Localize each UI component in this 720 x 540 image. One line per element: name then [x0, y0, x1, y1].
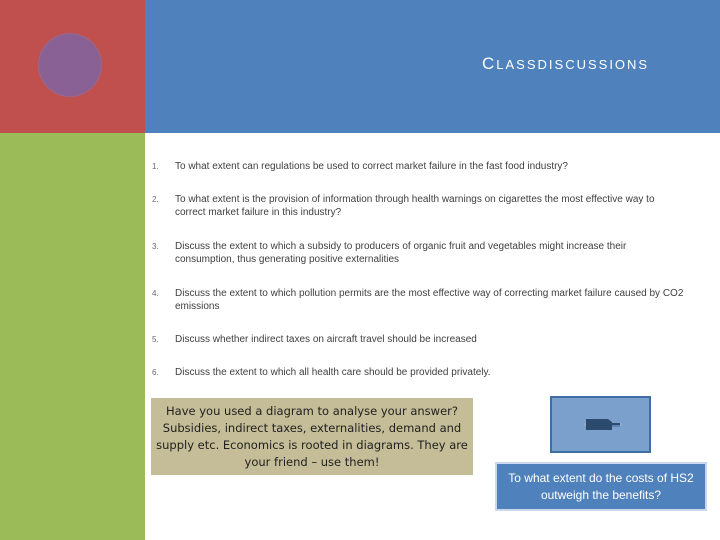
item-text: Discuss whether indirect taxes on aircraft travel should be increased: [175, 334, 477, 345]
item-number: 1.: [152, 162, 159, 171]
train-icon: [582, 412, 622, 438]
hs2-question-box: To what extent do the costs of HS2 outweigh the benefits?: [495, 462, 707, 511]
item-number: 2.: [152, 195, 159, 204]
item-number: 3.: [152, 242, 159, 251]
item-number: 5.: [152, 335, 159, 344]
item-text: To what extent is the provision of information through health warnings on cigarettes the most effective way to correct market failure in this industry?: [175, 194, 655, 218]
item-text: To what extent can regulations be used to correct market failure in the fast food industry?: [175, 161, 568, 172]
title-rest: LASSDISCUSSIONS: [496, 57, 650, 72]
title-first-letter: C: [482, 54, 497, 73]
decorative-circle: [38, 33, 102, 97]
diagram-reminder-note: Have you used a diagram to analyse your answer? Subsidies, indirect taxes, externalities, demand and supply etc. Economics is rooted in diagrams. They are your friend – use them!: [151, 398, 473, 475]
item-text: Discuss the extent to which a subsidy to producers of organic fruit and vegetables might increase their consumption, thus generating positive externalities: [175, 241, 627, 265]
item-text: Discuss the extent to which pollution permits are the most effective way of correcting market failure caused by CO2 emissions: [175, 288, 684, 312]
item-text: Discuss the extent to which all health care should be provided privately.: [175, 367, 491, 378]
slide-title: [482, 54, 649, 74]
item-number: 4.: [152, 289, 159, 298]
train-icon-box: [550, 396, 651, 453]
sidebar-block-green: [0, 133, 145, 540]
item-number: 6.: [152, 368, 159, 377]
